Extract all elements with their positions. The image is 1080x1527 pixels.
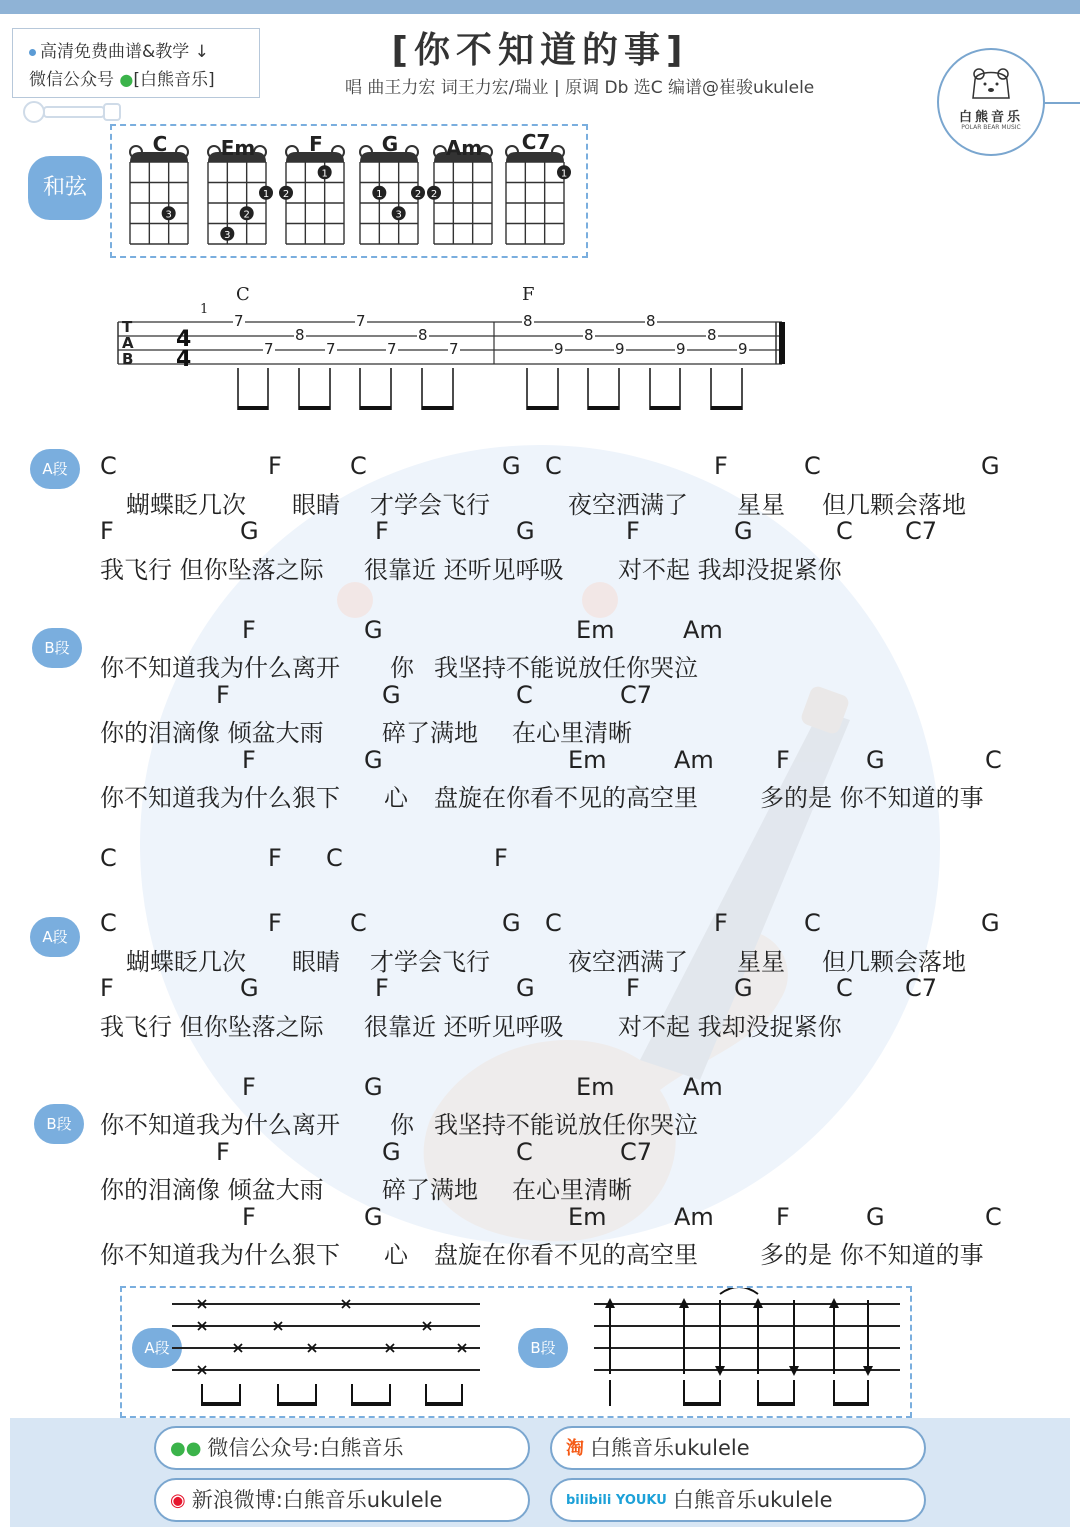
rhythm-pattern-box	[120, 1286, 912, 1418]
chord-label: F	[216, 1138, 230, 1166]
chord-label: C	[100, 452, 117, 480]
chord-label: F	[375, 517, 389, 545]
lyric-line: 盘旋在你看不见的高空里	[434, 1241, 698, 1269]
chord-label: F	[375, 974, 389, 1002]
chord-label: G	[516, 974, 535, 1002]
lyric-line: 我坚持不能说放任你哭泣	[434, 1111, 698, 1139]
lyric-line: 但几颗会落地	[822, 491, 966, 519]
chord-label: G	[364, 616, 383, 644]
wechat-icon: ●●	[170, 1438, 202, 1459]
chord-label: F	[216, 681, 230, 709]
chord-label: F	[242, 746, 256, 774]
tab-clef-b: B	[122, 350, 134, 368]
tab-clef-a: A	[122, 334, 134, 352]
weibo-icon: ◉	[170, 1490, 186, 1511]
chord-grid	[130, 146, 188, 244]
page-title: [你不知道的事]	[391, 30, 689, 71]
lyric-line: 盘旋在你看不见的高空里	[434, 784, 698, 812]
lyric-line: 但几颗会落地	[822, 948, 966, 976]
intro-tab	[112, 282, 802, 426]
chord-label: G	[502, 909, 521, 937]
chord-grid	[279, 146, 344, 244]
brand-logo	[937, 48, 1045, 156]
lyric-line: 你	[390, 1111, 414, 1139]
chord-label: C7	[620, 1138, 653, 1166]
finger-number: 2	[414, 188, 422, 200]
chord-label: C	[836, 517, 853, 545]
lyric-line: 眼睛	[292, 491, 340, 519]
chord-label: C7	[905, 974, 938, 1002]
chord-label: C	[100, 844, 117, 872]
tab-measure-number: 1	[200, 302, 209, 317]
chord-label: F	[776, 1203, 790, 1231]
lyric-line: 夜空洒满了	[568, 491, 688, 519]
lyric-line: 夜空洒满了	[568, 948, 688, 976]
chord-label: Am	[674, 1203, 714, 1231]
tab-note: 8	[707, 326, 717, 344]
chord-label: Em	[568, 1203, 607, 1231]
chord-label: Em	[568, 746, 607, 774]
lyric-line: 才学会飞行	[370, 948, 490, 976]
tab-note: 7	[234, 312, 244, 330]
logo-text: 白熊音乐	[958, 110, 1023, 125]
chord-label: C7	[905, 517, 938, 545]
finger-number: 1	[321, 168, 328, 180]
chord-label: G	[734, 517, 753, 545]
polar-bear-icon	[939, 50, 1043, 110]
chord-label: G	[866, 1203, 885, 1231]
tab-note: 9	[615, 340, 625, 358]
lyric-line: 在心里清晰	[512, 719, 632, 747]
chord-label: C	[516, 681, 533, 709]
tab-note: 7	[387, 340, 397, 358]
chord-name-em: Em	[220, 136, 256, 160]
logo-divider	[1043, 102, 1080, 104]
info-line-1: 高清免费曲谱&教学 ↓	[40, 42, 209, 62]
info-line-2-tag: [白熊音乐]	[133, 70, 215, 90]
chord-label: G	[981, 909, 1000, 937]
tab-note: 7	[449, 340, 459, 358]
chord-label: F	[714, 452, 728, 480]
wechat-link[interactable]	[154, 1426, 530, 1470]
finger-number: 2	[430, 188, 438, 200]
taobao-icon: 淘	[566, 1438, 584, 1459]
lyric-line: 你	[390, 654, 414, 682]
chord-label: F	[268, 909, 282, 937]
tab-chord-c: C	[236, 284, 250, 305]
finger-number: 3	[165, 209, 172, 221]
lyric-line: 对不起 我却没捉紧你	[618, 556, 842, 584]
tab-note: 8	[646, 312, 656, 330]
wechat-label: 微信公众号:白熊音乐	[207, 1436, 404, 1460]
taobao-label: 白熊音乐ukulele	[590, 1436, 750, 1460]
chord-label: F	[242, 1073, 256, 1101]
lyric-line: 才学会飞行	[370, 491, 490, 519]
chord-label: G	[734, 974, 753, 1002]
lyric-line: 你的泪滴像 倾盆大雨	[100, 1176, 324, 1204]
tab-note: 8	[295, 326, 305, 344]
chord-name-g: G	[381, 132, 399, 156]
chord-label: F	[714, 909, 728, 937]
lyric-line: 你不知道我为什么离开	[100, 1111, 340, 1139]
chord-label: C7	[620, 681, 653, 709]
chord-label: C	[326, 844, 343, 872]
chord-label: G	[364, 1203, 383, 1231]
finger-number: 2	[282, 188, 290, 200]
chord-label: C	[985, 1203, 1002, 1231]
weibo-label: 新浪微博:白熊音乐ukulele	[191, 1488, 443, 1512]
video-link[interactable]	[550, 1478, 926, 1522]
chord-label: G	[364, 1073, 383, 1101]
tab-chord-f: F	[522, 284, 535, 305]
chord-label: Am	[683, 1073, 723, 1101]
chord-name-c7: C7	[521, 130, 551, 154]
chord-diagram-box	[110, 124, 588, 258]
chord-label: G	[382, 681, 401, 709]
logo-subtext: POLAR BEAR MUSIC	[961, 124, 1021, 131]
chord-grid	[427, 146, 492, 244]
chord-grid	[208, 146, 273, 244]
chord-label: Em	[576, 616, 615, 644]
chord-label: C	[804, 909, 821, 937]
lyric-line: 多的是 你不知道的事	[760, 784, 984, 812]
tab-clef-t: T	[122, 318, 133, 336]
bilibili-youku-icon: bilibili YOUKU	[566, 1493, 667, 1508]
finger-number: 3	[224, 229, 231, 241]
lyric-line: 多的是 你不知道的事	[760, 1241, 984, 1269]
chord-label: C	[804, 452, 821, 480]
chord-label: F	[776, 746, 790, 774]
info-line-2: 微信公众号	[29, 70, 114, 90]
lyric-line: 很靠近 还听见呼吸	[364, 1013, 564, 1041]
lyric-line: 我飞行 但你坠落之际	[100, 556, 324, 584]
lyric-line: 很靠近 还听见呼吸	[364, 556, 564, 584]
chord-label: C	[545, 452, 562, 480]
section-badge-a: A段	[30, 917, 80, 957]
tab-note: 7	[264, 340, 274, 358]
lyric-line: 你的泪滴像 倾盆大雨	[100, 719, 324, 747]
chord-label: G	[866, 746, 885, 774]
finger-number: 2	[243, 209, 250, 221]
section-badge-b: B段	[34, 1104, 84, 1144]
chord-label: C	[350, 452, 367, 480]
section-badge-b: B段	[32, 628, 82, 668]
tab-note: 8	[584, 326, 594, 344]
wechat-icon: ●	[119, 70, 134, 89]
lyric-line: 对不起 我却没捉紧你	[618, 1013, 842, 1041]
tab-note: 7	[356, 312, 366, 330]
chord-grid	[506, 146, 571, 244]
lyric-line: 蝴蝶眨几次	[126, 491, 246, 519]
lyric-line: 眼睛	[292, 948, 340, 976]
chord-label: C	[545, 909, 562, 937]
tab-note: 7	[326, 340, 336, 358]
chord-label: F	[100, 974, 114, 1002]
footer	[10, 1418, 1070, 1527]
tie-mark	[720, 1288, 758, 1294]
rhythm-pattern-staff	[122, 1288, 910, 1416]
chord-label: G	[240, 974, 259, 1002]
svg-text:4: 4	[176, 347, 192, 372]
lyric-line: 碎了满地	[382, 1176, 478, 1204]
pattern-badge-b: B段	[518, 1328, 568, 1368]
chord-label: C	[350, 909, 367, 937]
taobao-link[interactable]	[550, 1426, 926, 1470]
tab-note: 9	[676, 340, 686, 358]
chord-label: G	[382, 1138, 401, 1166]
finger-number: 3	[395, 209, 402, 221]
lyric-line: 我坚持不能说放任你哭泣	[434, 654, 698, 682]
lyric-line: 蝴蝶眨几次	[126, 948, 246, 976]
pattern-badge-a: A段	[132, 1328, 182, 1368]
lyric-line: 我飞行 但你坠落之际	[100, 1013, 324, 1041]
finger-number: 1	[560, 168, 568, 180]
chord-label: F	[494, 844, 508, 872]
chord-label: G	[240, 517, 259, 545]
chord-label: F	[100, 517, 114, 545]
chord-label: C	[836, 974, 853, 1002]
lyric-line: 心	[384, 784, 408, 812]
chord-label: F	[242, 616, 256, 644]
song-credits: 唱 曲王力宏 词王力宏/瑞业 | 原调 Db 选C 编谱@崔骏ukulele	[345, 78, 815, 98]
section-badge-a: A段	[30, 449, 80, 489]
lyric-line: 你不知道我为什么狠下	[100, 1241, 340, 1269]
lyric-line: 星星	[737, 491, 785, 519]
chord-name-f: F	[309, 132, 323, 156]
finger-number: 1	[376, 188, 383, 200]
chord-grid	[360, 146, 425, 244]
lyric-line: 碎了满地	[382, 719, 478, 747]
chord-label: C	[985, 746, 1002, 774]
chord-label: Am	[674, 746, 714, 774]
finger-number: 1	[262, 188, 270, 200]
chord-name-am: Am	[445, 136, 483, 160]
chord-label: C	[516, 1138, 533, 1166]
lyric-line: 你不知道我为什么离开	[100, 654, 340, 682]
chord-label: F	[242, 1203, 256, 1231]
chord-label: F	[268, 844, 282, 872]
lyric-line: 你不知道我为什么狠下	[100, 784, 340, 812]
svg-text:4: 4	[176, 327, 192, 352]
chord-label: Em	[576, 1073, 615, 1101]
chord-name-c: C	[152, 132, 168, 156]
tab-note: 9	[738, 340, 748, 358]
chords-badge: 和弦	[28, 156, 102, 220]
chord-label: F	[626, 517, 640, 545]
chord-label: G	[364, 746, 383, 774]
chord-label: G	[516, 517, 535, 545]
tab-note: 8	[523, 312, 533, 330]
chord-label: G	[502, 452, 521, 480]
tab-note: 8	[418, 326, 428, 344]
weibo-link[interactable]	[154, 1478, 530, 1522]
lyric-line: 心	[384, 1241, 408, 1269]
chord-label: F	[268, 452, 282, 480]
chord-label: F	[626, 974, 640, 1002]
lyric-line: 在心里清晰	[512, 1176, 632, 1204]
tab-note: 9	[554, 340, 564, 358]
chord-label: G	[981, 452, 1000, 480]
chord-label: C	[100, 909, 117, 937]
chord-label: Am	[683, 616, 723, 644]
lyric-line: 星星	[737, 948, 785, 976]
video-label: 白熊音乐ukulele	[672, 1488, 833, 1512]
